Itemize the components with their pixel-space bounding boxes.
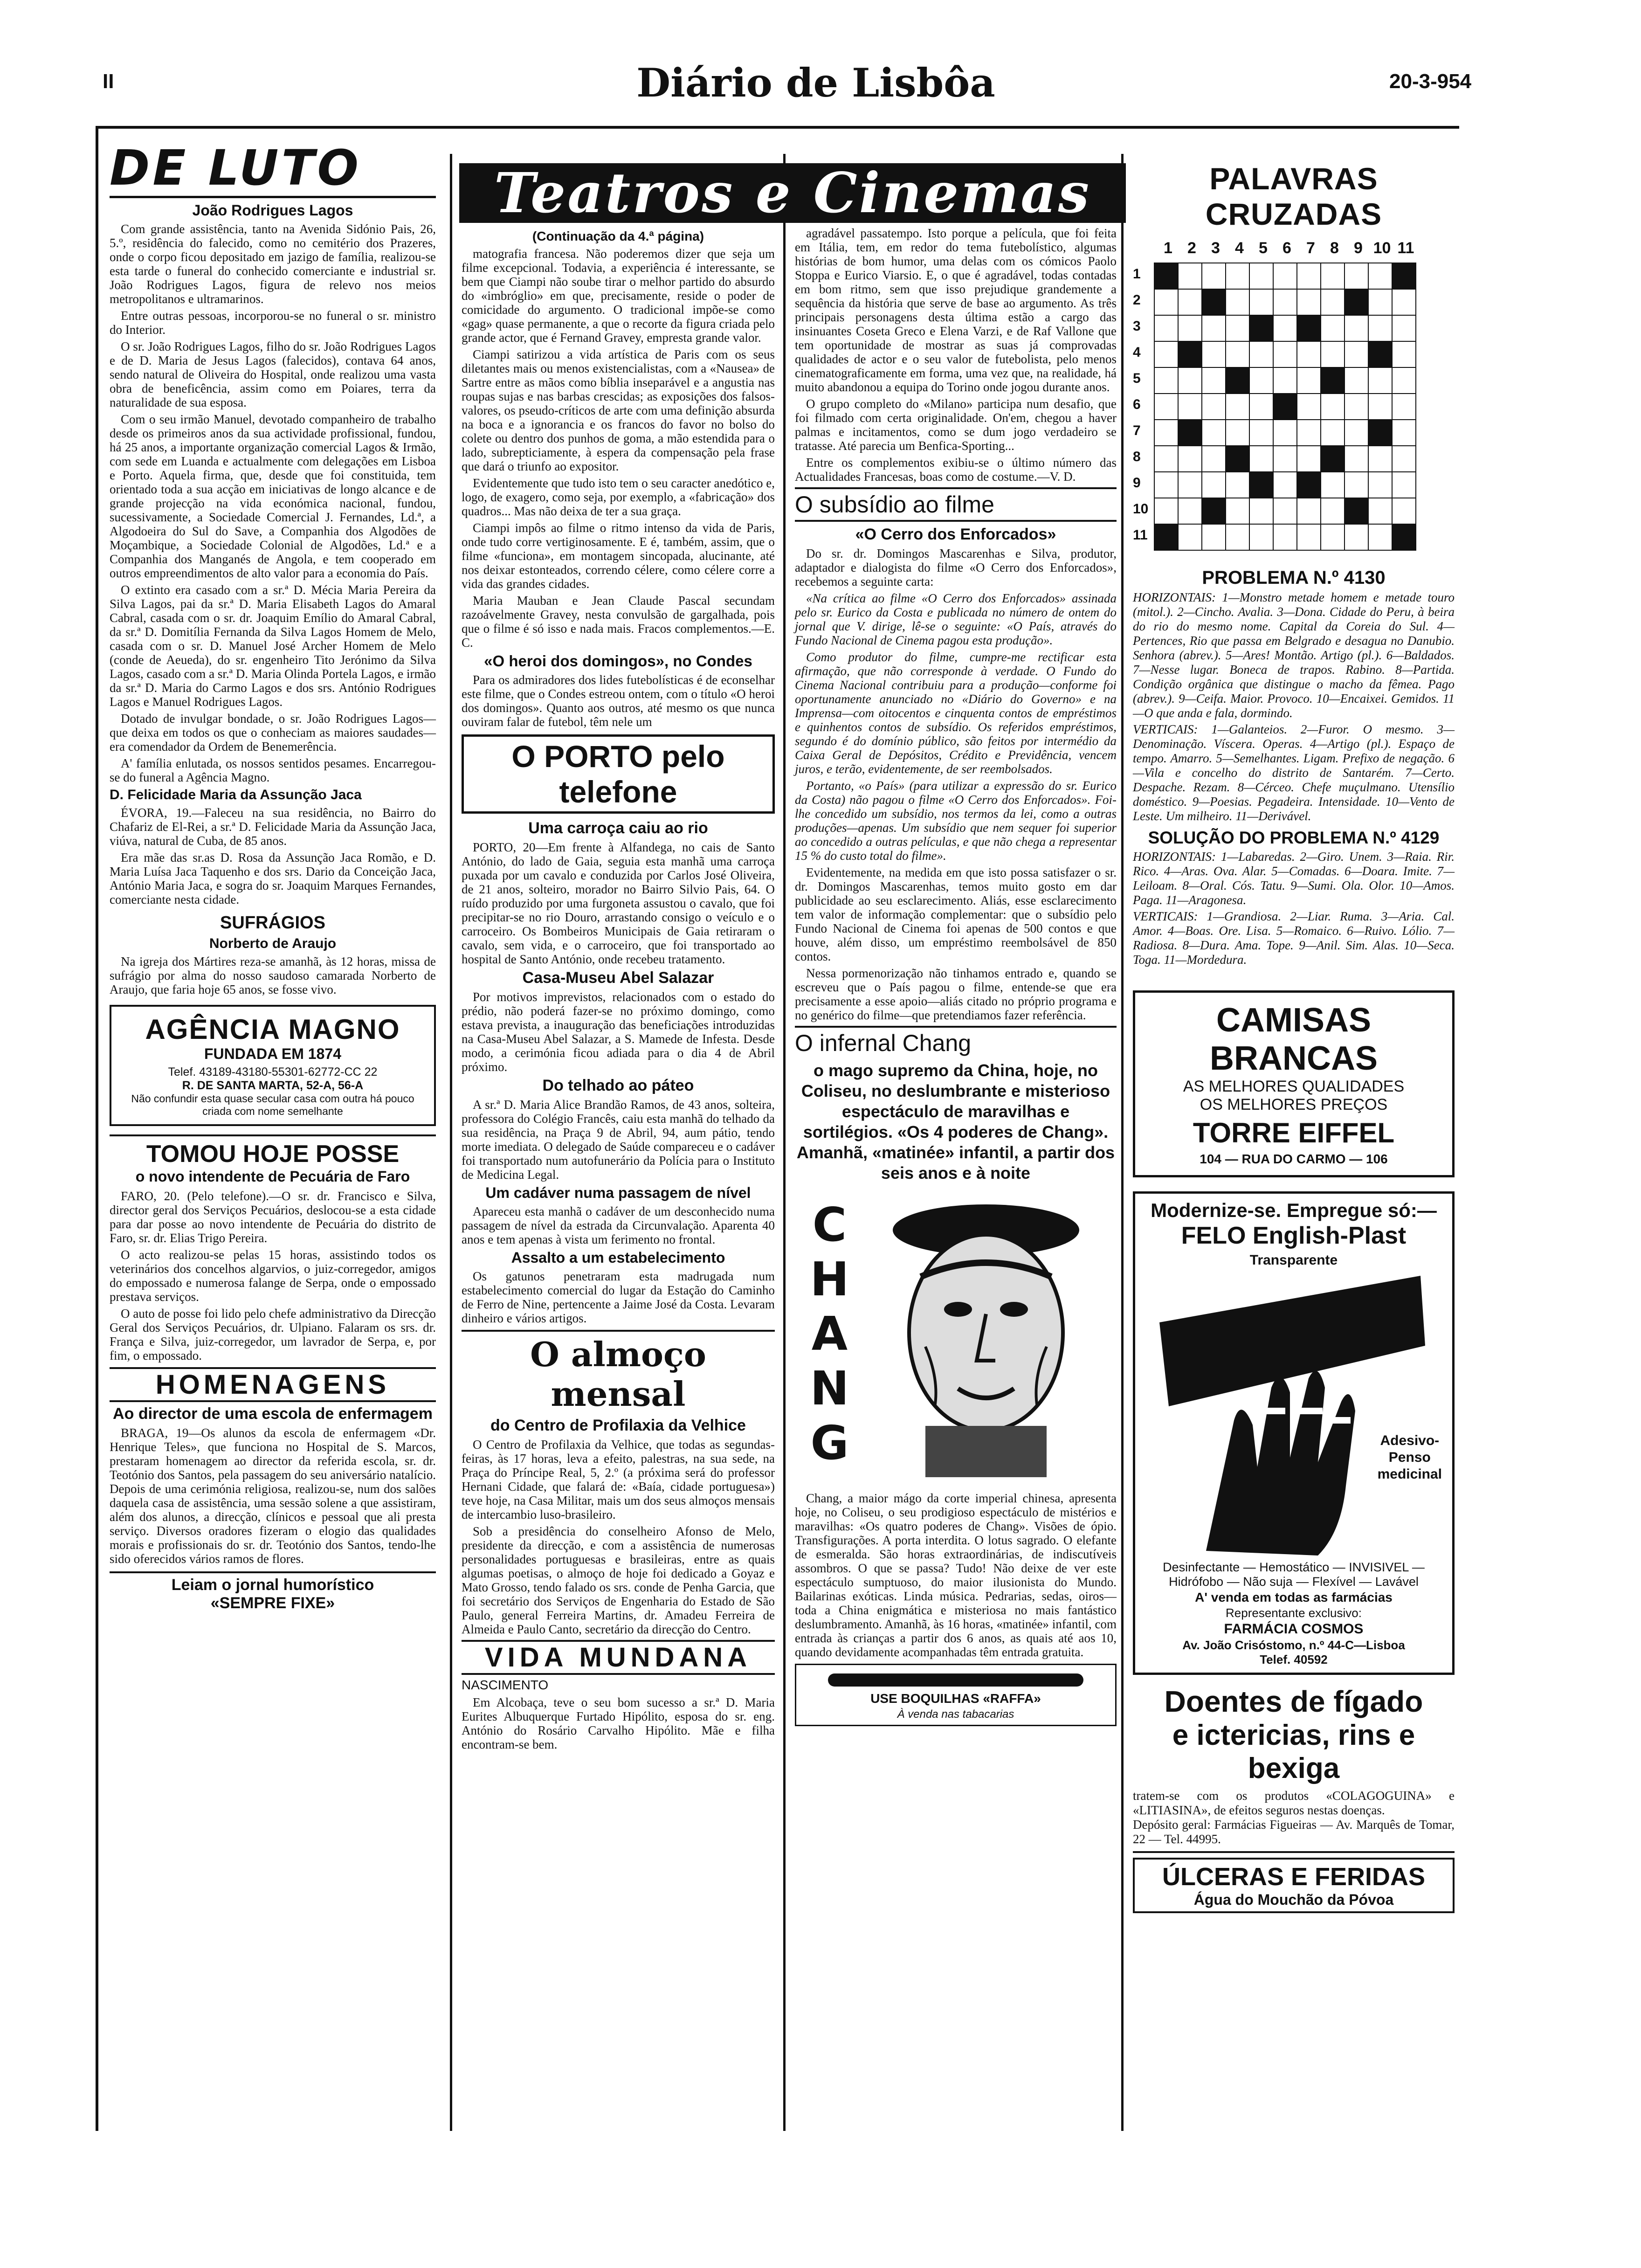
- crossword-cell[interactable]: [1201, 445, 1226, 472]
- crossword-cell[interactable]: [1201, 263, 1226, 290]
- top-rule: [96, 126, 1459, 129]
- crossword-col-9: 9: [1354, 239, 1363, 257]
- obituary-name-2: D. Felicidade Maria da Assunção Jaca: [110, 787, 362, 802]
- crossword-col-4: 4: [1235, 239, 1244, 257]
- chang-title: O infernal Chang: [795, 1026, 1117, 1057]
- felo-phone: Telef. 40592: [1260, 1653, 1328, 1666]
- crossword-cell[interactable]: [1344, 524, 1369, 551]
- crossword-row-7: 7: [1133, 423, 1141, 438]
- crossword-cell[interactable]: [1154, 263, 1179, 290]
- crossword-cell[interactable]: [1392, 263, 1416, 290]
- crossword-col-3: 3: [1211, 239, 1220, 257]
- chang-text: Chang, a maior mágo da corte imperial chinesa, apresenta hoje, no Coliseu, o seu prodigioso espectáculo de mistérios e maravilhas: «Os quatro poderes de Chang». Visões de ópio. Transfigurações. A porta interdita. O lotus sagrado. O elefante de esmeralda. São horas extraordinárias, de indiscutíveis assombros. O que se passa? Tudo! Não deixe de ver este espectáculo sumptuoso, do maior ilusionista do Mundo. Bailarinas exóticas. Linda música. Pedrarias, sedas, oiros—toda a China enigmática e misteriosa no mais fantástico deslumbramento. Amanhã, às 16 horas, «matinée» infantil, com entrada às crianças a partir dos 6 anos, as quais até aos 10, quando devidamente acompanhadas têm entrada gratuita.: [795, 1491, 1117, 1659]
- crossword-cell[interactable]: [1178, 524, 1202, 551]
- crossword-cell[interactable]: [1273, 367, 1297, 394]
- felo-label-2: Penso: [1388, 1450, 1431, 1465]
- felo-label-3: medicinal: [1377, 1466, 1442, 1482]
- homenagens-block: [110, 1367, 436, 1402]
- crossword-cell[interactable]: [1249, 498, 1274, 525]
- obit2-para-2: Era mãe das sr.as D. Rosa da Assunção Jaca Romão, e D. Maria Luísa Jaca Taquenho e dos srs. Dario da Conceição Jaca, António Maria Jaca, e sogra do sr. Joaquim Marques Fernandes, comerciante nesta cidade.: [110, 850, 436, 906]
- crossword-grid: [1154, 263, 1420, 556]
- crossword-cell[interactable]: [1178, 419, 1202, 446]
- posse-subtitle: o novo intendente de Pecuária de Faro: [135, 1168, 410, 1185]
- crossword-cell[interactable]: [1249, 315, 1274, 342]
- subsidio-title: O subsídio ao filme: [795, 487, 1117, 522]
- crossword-cell[interactable]: [1296, 445, 1321, 472]
- heroi-title: «O heroi dos domingos», no Condes: [484, 652, 752, 670]
- crossword-cell[interactable]: [1296, 367, 1321, 394]
- felo-venda: A' venda em todas as farmácias: [1195, 1590, 1393, 1604]
- raffa-line-1: USE BOQUILHAS «RAFFA»: [870, 1691, 1041, 1706]
- chang-ad-text: o mago supremo da China, hoje, no Coliseu, no deslumbrante e misterioso espectáculo de maravilhas e sortilégios. «Os 4 poderes de Chang». Amanhã, «matinée» infantil, a partir dos seis anos e à noite: [796, 1061, 1115, 1182]
- chang-illustration: [795, 1188, 1117, 1487]
- felo-rep: Representante exclusivo:: [1226, 1606, 1362, 1620]
- crossword-cell[interactable]: [1225, 524, 1250, 551]
- posse-block: [110, 1134, 436, 1185]
- crossword-cell[interactable]: [1273, 393, 1297, 420]
- solution-title: SOLUÇÃO DO PROBLEMA N.º 4129: [1148, 828, 1440, 847]
- crossword-cell[interactable]: [1273, 471, 1297, 498]
- magno-ad: [110, 1005, 436, 1126]
- crossword-row-6: 6: [1133, 397, 1141, 412]
- carta-para-1: «Na crítica ao filme «O Cerro dos Enforcados» assinada pelo sr. Eurico da Costa e publicada no número de ontem do jornal que V. dirige, lê-se o seguinte: «O País, através do Fundo Nacional de Cinema pagou esta produção».: [795, 591, 1117, 647]
- crossword-row-11: 11: [1133, 527, 1148, 543]
- crossword-cell[interactable]: [1154, 445, 1179, 472]
- left-rule: [96, 126, 98, 2131]
- crossword-cell[interactable]: [1320, 289, 1345, 316]
- magno-name: AGÊNCIA MAGNO: [145, 1014, 400, 1045]
- vida-title: VIDA MUNDANA: [484, 1642, 752, 1673]
- doentes-title: Doentes de fígado: [1164, 1685, 1423, 1718]
- crossword-cell[interactable]: [1273, 341, 1297, 368]
- crossword-cell[interactable]: [1201, 393, 1226, 420]
- crossword-cell[interactable]: [1320, 445, 1345, 472]
- crossword-cell[interactable]: [1249, 289, 1274, 316]
- assalto-title: Assalto a um estabelecimento: [511, 1249, 725, 1266]
- crossword-cell[interactable]: [1320, 393, 1345, 420]
- crossword-cell[interactable]: [1296, 289, 1321, 316]
- film-para-3: Evidentemente que tudo isto tem o seu caracter anedótico e, logo, de exagero, como seja, por exemplo, a «fabricação» dos quadros... Mas não deixa de ter a sua graça.: [462, 476, 775, 518]
- crossword-cell[interactable]: [1249, 524, 1274, 551]
- chang-portrait: [869, 1193, 1103, 1482]
- crossword-cell[interactable]: [1154, 419, 1179, 446]
- crossword-row-9: 9: [1133, 475, 1141, 491]
- crossword-cell[interactable]: [1368, 341, 1393, 368]
- obit2-para-1: ÉVORA, 19.—Faleceu na sua residência, no Bairro do Chafariz de El-Rei, a sr.ª D. Felicidade Maria da Assunção Jaca, viúva, natural de Cuba, de 85 anos.: [110, 806, 436, 848]
- crossword-cell[interactable]: [1225, 445, 1250, 472]
- crossword-col-10: 10: [1373, 239, 1391, 257]
- felo-label-1: Adesivo-: [1380, 1433, 1440, 1448]
- crossword-cell[interactable]: [1368, 263, 1393, 290]
- crossword-col-7: 7: [1306, 239, 1315, 257]
- homenagens-subtitle: Ao director de uma escola de enfermagem: [113, 1405, 433, 1423]
- cigarette-holder-icon: [828, 1673, 1083, 1687]
- obit1-para-3: O sr. João Rodrigues Lagos, filho do sr. João Rodrigues Lagos e de D. Maria de Jesus Lagos (falecidos), contava 64 anos, sendo natural de Oliveira do Hospital, onde realizou uma vasta obra de beneficência, assim como em Poiares, terra da naturalidade de sua esposa.: [110, 339, 436, 409]
- camisas-ad: [1133, 990, 1455, 1177]
- crossword-cell[interactable]: [1249, 341, 1274, 368]
- crossword: [1133, 239, 1455, 566]
- leiam-line-1: Leiam o jornal humorístico: [171, 1576, 374, 1594]
- page-number: II: [103, 70, 114, 93]
- obit1-para-1: Com grande assistência, tanto na Avenida Sidónio Pais, 26, 5.º, residência do falecido, como no cemitério dos Prazeres, onde o corpo ficou depositado em jazigo de família, realizou-se esta tarde o funeral do conhecido comerciante e industrial sr. João Rodrigues Lagos, figura de relevo nos meios metropolitanos e ultramarinos.: [110, 222, 436, 306]
- crossword-cell[interactable]: [1344, 498, 1369, 525]
- solution-horizontal: HORIZONTAIS: 1—Labaredas. 2—Giro. Unem. 3—Raia. Rir. Rico. 4—Aras. Ova. Alar. 5—Comadas. 6—Doara. Imite. 7—Leiloam. 8—Oral. Cós. Tatu. 9—Sumi. Ola. Olor. 10—Amos. Paga. 11—Aragonesa.: [1133, 850, 1455, 907]
- crossword-cell[interactable]: [1392, 289, 1416, 316]
- camisas-title: CAMISAS BRANCAS: [1210, 1002, 1378, 1077]
- leiam-line-2: «SEMPRE FIXE»: [210, 1594, 335, 1612]
- felo-pharmacy: FARMÁCIA COSMOS: [1224, 1621, 1364, 1637]
- cadaver-text: Apareceu esta manhã o cadáver de um desconhecido numa passagem de nível da estrada da Circunvalação. Aparenta 40 anos e tem apenas à vista um ferimento no frontal.: [462, 1204, 775, 1246]
- crossword-cell[interactable]: [1368, 498, 1393, 525]
- crossword-cell[interactable]: [1154, 341, 1179, 368]
- crossword-cell[interactable]: [1344, 341, 1369, 368]
- crossword-cell[interactable]: [1344, 315, 1369, 342]
- resposta-para-1: Evidentemente, na medida em que isto possa satisfazer o sr. dr. Domingos Mascarenhas, temos muito gosto em dar publicidade ao seu esclarecimento. Aliás, esse esclarecimento tem valor de informação complementar: que o subsídio pelo Fundo Nacional de Cinema foi apenas de 500 contos e que houve, além disso, um empréstimo reembolsável de 850 contos.: [795, 865, 1117, 963]
- obit1-para-7: A' família enlutada, os nossos sentidos pesames. Encarregou-se do funeral a Agência Magno.: [110, 756, 436, 784]
- crossword-cell[interactable]: [1178, 498, 1202, 525]
- homenagens-para-1: BRAGA, 19—Os alunos da escola de enfermagem «Dr. Henrique Teles», que funciona no Hospital de S. Marcos, prestaram homenagem ao director da referida escola, sr. dr. Teotónio dos Santos, pela passagem do seu aniversário natalício. Depois de uma cerimónia religiosa, realizou-se, num dos salões daquela casa de assistência, uma sessão solene a que assistiram, além dos alunos, a direcção, clínicos e pessoal que ali presta serviço. Diversos oradores fizeram o elogio das qualidades morais e profissionais do sr. dr. Teotónio dos Santos, tendo-lhe sido oferecidos vários ramos de flores.: [110, 1426, 436, 1566]
- crossword-cell[interactable]: [1178, 289, 1202, 316]
- crossword-cell[interactable]: [1201, 419, 1226, 446]
- crossword-col-6: 6: [1282, 239, 1291, 257]
- felo-brand: FELO English-Plast: [1181, 1222, 1407, 1249]
- crossword-col-8: 8: [1330, 239, 1339, 257]
- column-1: [110, 140, 436, 1612]
- crossword-cell[interactable]: [1296, 341, 1321, 368]
- crossword-cell[interactable]: [1225, 289, 1250, 316]
- crossword-cell[interactable]: [1249, 367, 1274, 394]
- crossword-cell[interactable]: [1296, 263, 1321, 290]
- col3-para-2: O grupo completo do «Milano» participa num desafio, que foi filmado com certa originalidade. On'em, chegou a haver palmas e incitamentos, como se dum jogo verdadeiro se tratasse. Até parecia um Benfica-Sporting...: [795, 397, 1117, 453]
- crossword-cell[interactable]: [1249, 393, 1274, 420]
- almoco-block: [462, 1330, 775, 1414]
- crossword-cell[interactable]: [1344, 471, 1369, 498]
- crossword-cell[interactable]: [1273, 289, 1297, 316]
- almoco-para-1: O Centro de Profilaxia da Velhice, que todas as segundas-feiras, às 17 horas, leva a efeito, palestras, na sua sede, na Praça do Príncipe Real, 5, 2.º (a próxima será do professor Hernani Cidade, que falará de: «Baía, cidade portuguesa») teve hoje, na Casa Militar, mais um dos seus almoços mensais de intercambio luso-brasileiro.: [462, 1438, 775, 1521]
- sufragios-name: Norberto de Araujo: [209, 936, 337, 951]
- crossword-cell[interactable]: [1368, 289, 1393, 316]
- crossword-cell[interactable]: [1249, 419, 1274, 446]
- carta-para-2: Como produtor do filme, cumpre-me rectificar esta afirmação, que não corresponde à verdade. O Fundo do Cinema Nacional contribuiu para a produção—conforme foi oportunamente anunciado no «Diário do Governo» e na Imprensa—com oitocentos e cinquenta contos de empréstimos e quinhentos contos de subsídio. Os referidos empréstimos, segundo é do domínio público, são feitos por intermédio da Caixa Geral de Depósitos, Crédito e Previdência, vencem juros, e terão, evidentemente, de ser reembolsados.: [795, 650, 1117, 776]
- crossword-cell[interactable]: [1225, 498, 1250, 525]
- chang-logo: CHANG: [802, 1197, 857, 1470]
- raffa-line-2: À venda nas tabacarias: [897, 1708, 1014, 1721]
- crossword-row-10: 10: [1133, 501, 1149, 517]
- crossword-cell[interactable]: [1368, 419, 1393, 446]
- crossword-cell[interactable]: [1392, 471, 1416, 498]
- telhado-text: A sr.ª D. Maria Alice Brandão Ramos, de 43 anos, solteira, professora do Colégio Francês, caiu esta manhã do telhado da sua residência, na Praça 9 de Abril, 94, aum pátio, tendo morte imediata. O delegado de Saúde compareceu e o cadáver foi transportado num autofunerário da Polícia para o Instituto de Medicina Legal.: [462, 1098, 775, 1182]
- crossword-cell[interactable]: [1296, 393, 1321, 420]
- crossword-cell[interactable]: [1178, 471, 1202, 498]
- column-3: [795, 226, 1117, 1726]
- crossword-cell[interactable]: [1320, 341, 1345, 368]
- crossword-cell[interactable]: [1178, 445, 1202, 472]
- felo-label: [1378, 1432, 1442, 1483]
- felo-illustration: [1141, 1271, 1447, 1560]
- crossword-cell[interactable]: [1225, 341, 1250, 368]
- crossword-cell[interactable]: [1392, 419, 1416, 446]
- subsidio-intro: Do sr. dr. Domingos Mascarenhas e Silva, produtor, adaptador e dialogista do filme «O Cerro dos Enforcados», recebemos a seguinte carta:: [795, 546, 1117, 588]
- crossword-cell[interactable]: [1225, 367, 1250, 394]
- crossword-cell[interactable]: [1225, 263, 1250, 290]
- crossword-cell[interactable]: [1249, 445, 1274, 472]
- cadaver-title: Um cadáver numa passagem de nível: [485, 1184, 751, 1201]
- ulceras-ad: [1133, 1858, 1455, 1913]
- crossword-cell[interactable]: [1296, 498, 1321, 525]
- crossword-cell[interactable]: [1273, 524, 1297, 551]
- crossword-cell[interactable]: [1201, 367, 1226, 394]
- crossword-cell[interactable]: [1249, 263, 1274, 290]
- obituary-title: DE LUTO: [110, 140, 436, 198]
- masthead-date: 20-3-954: [1389, 70, 1472, 93]
- film-para-4: Ciampi impôs ao filme o ritmo intenso da vida de Paris, onde tudo corre vertiginosamente. E é, também, assim, que o filme «funciona», em montagem sincopada, alucinante, até nos deixar estonteados, correndo célere, como célere corre a vida das grandes cidades.: [462, 521, 775, 591]
- crossword-cell[interactable]: [1154, 289, 1179, 316]
- col-divider-2: [783, 154, 786, 2131]
- resposta-para-2: Nessa pormenorização não tinhamos entrado e, quando se escreveu que o País pagou o filme, entende-se que era precisamente a esse apoio—aliás citado no próprio programa e no genérico do filme—que pretendiamos fazer referência.: [795, 966, 1117, 1022]
- magno-phone: Telef. 43189-43180-55301-62772-CC 22: [168, 1065, 378, 1079]
- crossword-cell[interactable]: [1201, 341, 1226, 368]
- heroi-text: Para os admiradores dos lides futebolísticas é de econselhar este filme, que o Condes estreou ontem, com o título «O heroi dos domingos». Quanto aos outros, até mesmo os que nunca ouviram falar de futebol, têm nele um: [462, 673, 775, 729]
- crossword-cell[interactable]: [1273, 498, 1297, 525]
- continuation-note: (Continuação da 4.ª página): [532, 229, 704, 243]
- magno-note: Não confundir esta quase secular casa com outra há pouco criada com nome semelhante: [131, 1093, 414, 1117]
- col3-para-1: agradável passatempo. Isto porque a película, que foi feita em Itália, tem, em redor do tema futebolístico, algumas histórias de bom humor, uma delas com os cómicos Paolo Stoppa e Eurico Viarsio. E, o que é agradável, todas contadas em bom ritmo, sem que isso prejudique grandemente a sequência da história que serve de base ao argumento. As três principais personagens desta última estão a cargo das insinuantes Coseta Greco e Elena Varzi, e de Raf Vallone que tem oportunidade de mostrar as suas já comprovadas qualidades de actor e o seu valor de futebolista, pelo menos cinematograficamente em forma, uma vez que, na realidade, há muito abandonou a equipa do Torino onde jogou durante anos.: [795, 226, 1117, 394]
- crossword-cell[interactable]: [1201, 289, 1226, 316]
- crossword-cell[interactable]: [1368, 315, 1393, 342]
- crossword-cell[interactable]: [1154, 471, 1179, 498]
- crossword-cell[interactable]: [1154, 524, 1179, 551]
- column-4: [1133, 161, 1455, 1913]
- crossword-cell[interactable]: [1201, 498, 1226, 525]
- vida-text: Em Alcobaça, teve o seu bom sucesso a sr.ª D. Maria Eurites Albuquerque Furtado Hipólito, esposa do sr. eng. António do Rosário Carvalho Hipólito. Mãe e filha encontram-se bem.: [462, 1695, 775, 1751]
- crossword-cell[interactable]: [1392, 367, 1416, 394]
- crossword-cell[interactable]: [1368, 524, 1393, 551]
- crossword-cell[interactable]: [1368, 367, 1393, 394]
- camisas-line-1: AS MELHORES QUALIDADES: [1183, 1078, 1405, 1095]
- film-para-5: Maria Mauban e Jean Claude Pascal secundam razoávelmente Gravey, nesta convulsão de gargalhada, pois que o filme é só isso e nada mais. Fracos complementos.—E. C.: [462, 594, 775, 650]
- col-divider-3: [1121, 154, 1124, 2131]
- crossword-cell[interactable]: [1368, 445, 1393, 472]
- crossword-row-1: 1: [1133, 266, 1141, 282]
- crossword-cell[interactable]: [1249, 471, 1274, 498]
- crossword-cell[interactable]: [1273, 445, 1297, 472]
- crossword-cell[interactable]: [1296, 524, 1321, 551]
- crossword-cell[interactable]: [1296, 471, 1321, 498]
- crossword-cell[interactable]: [1368, 393, 1393, 420]
- posse-para-3: O auto de posse foi lido pelo chefe administrativo da Direcção Geral dos Serviços Pecuários, dr. Ulpiano. Falaram os srs. dr. França e Silva, juiz-corregedor, um lavrador de Serpa, e, por fim, o empossado.: [110, 1307, 436, 1362]
- carroca-text: PORTO, 20—Em frente à Alfandega, no cais de Santo António, do lado de Gaia, seguia esta manhã uma carroça puxada por um cavalo e conduzida por Carlos José Oliveira, de 21 anos, solteiro, morador no Bairro Silvio Pais, 64. O ruído produzido por uma furgoneta assustou o cavalo, que foi precipitar-se no rio Douro, arrastando consigo o veículo e o carroceiro. Os Bombeiros Municipais de Gaia retiraram o cavalo, sem vida, e o carroceiro, que foi transportado ao hospital de Santo António, onde recebeu tratamento.: [462, 840, 775, 966]
- crossword-cell[interactable]: [1392, 341, 1416, 368]
- crossword-cell[interactable]: [1344, 367, 1369, 394]
- problem-number: PROBLEMA N.º 4130: [1202, 567, 1386, 588]
- obit1-para-5: O extinto era casado com a sr.ª D. Mécia Maria Pereira da Silva Lagos, pai da sr.ª D. Maria Elisabeth Lagos do Amaral Cabral, casada com o sr. dr. Joaquim Emílio do Amaral Cabral, da sr.ª D. Domitília Fernanda da Silva Lagos Homem de Melo, casada com o sr. D. Manuel José Archer Homem de Melo (conde de Aeueda), do sr. engenheiro Tito Jerónimo da Silva Lagos, casado com a sr.ª D. Maria Olinda Portela Lagos, e irmão da sr.ª D. Maria do Carmo Lagos e dos srs. António Rodrigues Lagos e Manuel Rodrigues Lagos.: [110, 583, 436, 709]
- felo-address: Av. João Crisóstomo, n.º 44-C—Lisboa: [1182, 1638, 1405, 1652]
- crossword-col-2: 2: [1187, 239, 1196, 257]
- doentes-subtitle: e ictericias, rins e bexiga: [1172, 1719, 1415, 1784]
- museu-title: Casa-Museu Abel Salazar: [522, 969, 714, 987]
- crossword-column-numbers: [1164, 239, 1441, 258]
- crossword-cell[interactable]: [1320, 498, 1345, 525]
- crossword-cell[interactable]: [1320, 524, 1345, 551]
- theatres-banner: Teatros e Cinemas: [459, 163, 1126, 223]
- obit1-para-6: Dotado de invulgar bondade, o sr. João Rodrigues Lagos—que deixa em todos os que o conheciam as maiores saudades—era comendador da Ordem de Benemerência.: [110, 712, 436, 754]
- crossword-cell[interactable]: [1392, 498, 1416, 525]
- crossword-cell[interactable]: [1201, 471, 1226, 498]
- film-para-1: matografia francesa. Não poderemos dizer que seja um filme excepcional. Todavia, a experiência é interessante, se bem que Ciampi não soube tirar o melhor partido do absurdo do «imbróglio» em que, precisamente, reside o poder de comicidade do argumento. O tradicional impõe-se como «gag» quase permanente, a que o recorte da figura criada pelo grande actor, que é Fernand Gravey, empresta grande valor.: [462, 247, 775, 345]
- raffa-ad: [795, 1664, 1117, 1726]
- almoco-para-2: Sob a presidência do conselheiro Afonso de Melo, presidente da direcção, e com a assistência de numerosas personalidades portuguesas e brasileiras, entre as quais algumas poetisas, o almoço de hoje foi dedicado a Goyaz e Mato Grosso, tendo falado os srs. conde de Penha Garcia, que foi secretário dos Serviços de Engenharia do Estado de São Paulo, general Ferreira Martins, dr. Amadeu Ferreira de Almeida e Paulo Canto, secretário da direcção do Centro.: [462, 1524, 775, 1636]
- carroca-title: Uma carroça caiu ao rio: [528, 819, 708, 837]
- nascimento-label: NASCIMENTO: [462, 1678, 549, 1692]
- crossword-cell[interactable]: [1392, 393, 1416, 420]
- crossword-cell[interactable]: [1178, 315, 1202, 342]
- telhado-title: Do telhado ao páteo: [542, 1077, 694, 1094]
- carta-para-3: Portanto, «o País» (para utilizar a expressão do sr. Eurico da Costa) não pagou o filme «O Cerro dos Enforcados». Foi-lhe concedido um subsídio, nos termos da lei, como a outras produções—apenas. Um subsídio que nem sequer foi superior ao concedido a outras películas, e que não chega a representar 15 % do custo total do filme».: [795, 779, 1117, 863]
- crossword-cell[interactable]: [1320, 471, 1345, 498]
- crossword-cell[interactable]: [1178, 341, 1202, 368]
- crossword-row-5: 5: [1133, 371, 1141, 386]
- camisas-line-2: OS MELHORES PREÇOS: [1200, 1096, 1388, 1113]
- sufragios-text: Na igreja dos Mártires reza-se amanhã, às 12 horas, missa de sufrágio por alma do nosso saudoso camarada Norberto de Araujo, que faria hoje 65 anos, se fosse vivo.: [110, 954, 436, 996]
- crossword-row-numbers: [1133, 263, 1151, 556]
- crossword-title: PALAVRAS CRUZADAS: [1205, 161, 1382, 231]
- crossword-cell[interactable]: [1154, 498, 1179, 525]
- crossword-cell[interactable]: [1296, 315, 1321, 342]
- crossword-cell[interactable]: [1344, 263, 1369, 290]
- crossword-row-8: 8: [1133, 449, 1141, 464]
- crossword-col-5: 5: [1259, 239, 1268, 257]
- crossword-cell[interactable]: [1344, 445, 1369, 472]
- crossword-cell[interactable]: [1273, 263, 1297, 290]
- col3-para-3: Entre os complementos exibiu-se o último número das Actualidades Francesas, boas como de costume.—V. D.: [795, 456, 1117, 484]
- masthead-title: Diário de Lisbôa: [636, 60, 995, 106]
- column-2: [462, 226, 775, 1754]
- crossword-col-1: 1: [1164, 239, 1172, 257]
- film-para-2: Ciampi satirizou a vida artística de Paris com os seus diletantes mais ou menos existencialistas, com a «Nausea» de Sartre entre as mãos como bíblia inseparável e a angustia nas roupas sujas e nas barbas crescidas; as exposições dos falsos-valores, os pseudo-críticos de arte com uma definição absurda na boca e a ignorancia e os francos do favor no bolso do colete ou dentro dos punhos de goma, a mão estendida para o lado, subrepticiamente, à espera da compensação pela frase que dará o triunfo ao expositor.: [462, 347, 775, 473]
- crossword-cell[interactable]: [1178, 393, 1202, 420]
- ulceras-subtitle: Água do Mouchão da Póvoa: [1193, 1891, 1394, 1908]
- crossword-cell[interactable]: [1320, 367, 1345, 394]
- hand-illustration-icon: [1141, 1271, 1439, 1560]
- obituary-name-1: João Rodrigues Lagos: [192, 202, 353, 219]
- crossword-cell[interactable]: [1344, 393, 1369, 420]
- felo-title: Modernize-se. Empregue só:—: [1151, 1199, 1437, 1221]
- crossword-cell[interactable]: [1201, 315, 1226, 342]
- camisas-address: 104 — RUA DO CARMO — 106: [1200, 1152, 1388, 1166]
- crossword-cell[interactable]: [1225, 315, 1250, 342]
- porto-banner-box: [462, 734, 775, 814]
- crossword-cell[interactable]: [1273, 315, 1297, 342]
- almoco-subtitle: do Centro de Profilaxia da Velhice: [490, 1417, 746, 1434]
- solution-vertical: VERTICAIS: 1—Grandiosa. 2—Liar. Ruma. 3—Aria. Cal. Amor. 4—Boas. Ore. Lisa. 5—Romaico. 6—Ruivo. Lólio. 7—Radiosa. 8—Dura. Ama. Tope. 9—Anil. Sim. Alas. 10—Seca. Toga. 11—Mordedura.: [1133, 909, 1455, 967]
- crossword-cell[interactable]: [1320, 315, 1345, 342]
- crossword-cell[interactable]: [1344, 289, 1369, 316]
- crossword-cell[interactable]: [1344, 419, 1369, 446]
- crossword-col-11: 11: [1397, 239, 1414, 257]
- vida-block: [462, 1640, 775, 1675]
- crossword-cell[interactable]: [1225, 471, 1250, 498]
- crossword-cell[interactable]: [1154, 315, 1179, 342]
- sufragios-title: SUFRÁGIOS: [220, 913, 325, 933]
- crossword-cell[interactable]: [1320, 263, 1345, 290]
- leiam-block: [110, 1571, 436, 1612]
- posse-para-2: O acto realizou-se pelas 15 horas, assistindo todos os veterinários dos concelhos algarvios, o juiz-corregedor, amigos do empossado e numerosa falange de Serpa, onde o empossado prestava serviços.: [110, 1248, 436, 1304]
- crossword-cell[interactable]: [1273, 419, 1297, 446]
- clues-horizontal: HORIZONTAIS: 1—Monstro metade homem e metade touro (mitol.). 2—Cincho. Avalia. 3—Dona. Cidade do Peru, à beira do rio do mesmo nome. Capital da Coreia do Sul. 4—Pertences, Rio que passa em Belgrado e desagua no Danubio. Senhora (abrev.). 5—Ares! Montão. Artigo (pl.). 6—Baldados. 7—Nesse lugar. Boneca de trapos. Rabino. 8—Partida. Condição orgânica que distingue o macho da fêmea. Pago (abrev.). 9—Ceifa. Maior. Provoco. 10—Encaixei. Gemidos. 11—O que anda e fala, dormindo.: [1133, 590, 1455, 720]
- posse-title: TOMOU HOJE POSSE: [146, 1141, 400, 1168]
- doentes-deposit: Depósito geral: Farmácias Figueiras — Av. Marquês de Tomar, 22 — Tel. 44995.: [1133, 1818, 1455, 1846]
- crossword-cell[interactable]: [1178, 263, 1202, 290]
- obit1-para-4: Com o seu irmão Manuel, devotado companheiro de trabalho desde os primeiros anos da sua actividade profissional, fundou, há 25 anos, a importante organização comercial Lagos & Irmão, com sede em Luanda e actualmente com delegações em Lisboa e Porto. Aquela firma, que, desde que foi constituida, tem orientado toda a sua acção em iniciativas de longo alcance e de grande projecção na vida económica nacional, fundou, sucessivamente, a Sociedade Comercial J. Fernandes, Ld.ª, a Algodoeira do Sul do Save, a Companhia dos Algodões de Moçambique, a Sociedade Colonial de Algodões, Ld.ª e a Companhia dos Manganés de Angola, e tem cooperado em outros empreendimentos de alto valor para a economia do País.: [110, 412, 436, 580]
- crossword-cell[interactable]: [1225, 393, 1250, 420]
- crossword-cell[interactable]: [1178, 367, 1202, 394]
- crossword-cell[interactable]: [1201, 524, 1226, 551]
- magno-address: R. DE SANTA MARTA, 52-A, 56-A: [182, 1079, 364, 1092]
- camisas-brand: TORRE EIFFEL: [1193, 1117, 1395, 1148]
- crossword-cell[interactable]: [1392, 524, 1416, 551]
- doentes-text: tratem-se com os produtos «COLAGOGUINA» e «LITIASINA», de efeitos seguros nestas doenças.: [1133, 1789, 1455, 1817]
- crossword-cell[interactable]: [1225, 419, 1250, 446]
- crossword-row-3: 3: [1133, 318, 1141, 334]
- assalto-text: Os gatunos penetraram esta madrugada num estabelecimento comercial do lugar da Estação do Caminho de Ferro de Nine, pertencente a Jaime José da Costa. Levaram dinheiro e vários artigos.: [462, 1269, 775, 1325]
- col-divider-1: [450, 154, 452, 2131]
- crossword-cell[interactable]: [1154, 367, 1179, 394]
- doentes-ad: [1133, 1684, 1455, 1853]
- felo-ad: [1133, 1191, 1455, 1675]
- crossword-cell[interactable]: [1154, 393, 1179, 420]
- crossword-row-4: 4: [1133, 345, 1141, 360]
- crossword-cell[interactable]: [1296, 419, 1321, 446]
- crossword-row-2: 2: [1133, 292, 1141, 308]
- posse-para-1: FARO, 20. (Pelo telefone).—O sr. dr. Francisco e Silva, director geral dos Serviços Pecuários, deslocou-se a esta cidade para dar posse ao novo intendente de Pecuária do distrito de Faro, sr. dr. Elias Trigo Pereira.: [110, 1189, 436, 1245]
- homenagens-title: HOMENAGENS: [155, 1369, 390, 1400]
- museu-text: Por motivos imprevistos, relacionados com o estado do prédio, não poderá fazer-se no próximo domingo, como estava prevista, a inauguração das beneficiações introduzidas na Casa-Museu Abel Salazar, a S. Mamede de Infesta. Desde modo, a cerimónia ficou adiada para o dia 4 de Abril próximo.: [462, 990, 775, 1074]
- almoco-title: O almoço mensal: [530, 1335, 706, 1414]
- crossword-cell[interactable]: [1392, 445, 1416, 472]
- porto-banner: O PORTO pelo telefone: [511, 739, 725, 809]
- crossword-cell[interactable]: [1392, 315, 1416, 342]
- clues-vertical: VERTICAIS: 1—Galanteios. 2—Furor. O mesmo. 3—Denominação. Víscera. Operas. 4—Artigo (pl.). Espaço de tempo. Amarro. 5—Semelhantes. Ligam. Prefixo de negação. 6—Vila e concelho do distrito de Santarém. 7—Certo. Despache. Rezam. 8—Cérceo. Chefe muçulmano. Utensílio doméstico. 9—Poesias. Pegadeira. Intensidade. 10—Vento de Leste. Um milheiro. 11—Derivável.: [1133, 722, 1455, 823]
- ulceras-title: ÚLCERAS E FERIDAS: [1162, 1863, 1426, 1891]
- obit1-para-2: Entre outras pessoas, incorporou-se no funeral o sr. ministro do Interior.: [110, 309, 436, 337]
- felo-text: Desinfectante — Hemostático — INVISIVEL — Hidrófobo — Não suja — Flexível — Lavável: [1163, 1560, 1425, 1589]
- crossword-cell[interactable]: [1368, 471, 1393, 498]
- crossword-cell[interactable]: [1320, 419, 1345, 446]
- subsidio-subtitle: «O Cerro dos Enforcados»: [855, 526, 1056, 543]
- magno-founded: FUNDADA EM 1874: [204, 1045, 341, 1062]
- felo-subtitle: Transparente: [1249, 1252, 1338, 1268]
